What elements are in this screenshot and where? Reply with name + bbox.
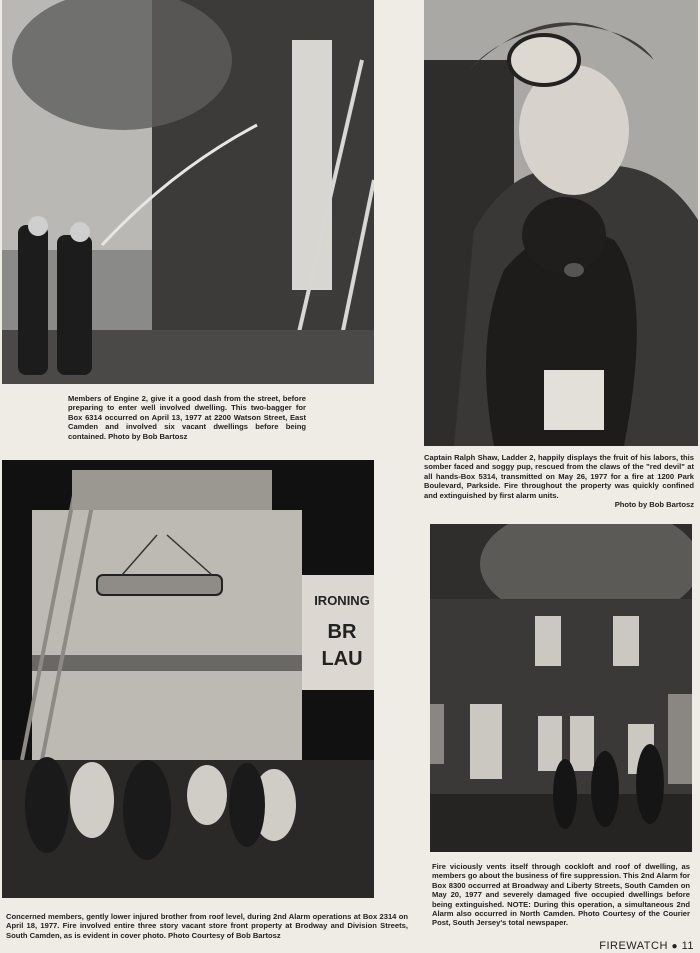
caption-engine2: Members of Engine 2, give it a good dash from the street, before preparing to enter well involved dwelling. This two-bagger for Box 6314 occurred on April 13, 1977 at 2200 Watson Street, East Camden and involved six vacant dwellings before being contained. Photo by Bob Bartosz	[68, 394, 306, 441]
photo-cockloft-fire	[430, 524, 692, 852]
caption-shaw	[424, 453, 694, 509]
caption-shaw-credit: Photo by Bob Bartosz	[614, 500, 694, 510]
photo-engine2	[2, 0, 374, 384]
photo-shaw-puppy-image	[424, 0, 698, 446]
sign-text: IRONING	[314, 593, 370, 608]
photo-rooftop-rescue	[2, 460, 374, 898]
page-footer	[599, 940, 694, 952]
photo-rooftop-rescue-image	[2, 460, 374, 898]
caption-shaw-text: Captain Ralph Shaw, Ladder 2, happily displays the fruit of his labors, this somber faced and soggy pup, rescued from the claws of the "red devil" at all hands-Box 5314, transmitted on May 26, 1977 for a fire at 1200 Park Boulevard, Parkside. Fire throughout the property was quickly confined and extinguished by first alarm units.	[424, 453, 694, 500]
photo-shaw-puppy	[424, 0, 698, 446]
publication-name: FIREWATCH	[599, 940, 668, 952]
photo-cockloft-fire-image	[430, 524, 692, 852]
caption-cockloft: Fire viciously vents itself through cockloft and roof of dwelling, as members go about the business of fire suppression. This 2nd Alarm for Box 8300 occurred at Broadway and Liberty Streets, South Camden on May 20, 1977 and severely damaged five occupied dwellings before being extinguished. NOTE: During this operation, a simultaneous 2nd Alarm also occurred in North Camden. Photo Courtesy of the Courier Post, South Jersey's total newspaper.	[432, 862, 690, 928]
caption-rooftop: Concerned members, gently lower injured brother from roof level, during 2nd Alarm operations at Box 2314 on April 18, 1977. Fire involved entire three story vacant store front property at Brodway and Division Streets, South Camden, as is evident in cover photo. Photo Courtesy of Bob Bartosz	[6, 912, 408, 940]
page-number: 11	[681, 940, 694, 952]
footer-separator: ●	[671, 941, 679, 952]
svg-text:LAU: LAU	[321, 648, 363, 670]
photo-engine2-image	[2, 0, 374, 384]
svg-text:BR: BR	[327, 621, 357, 643]
